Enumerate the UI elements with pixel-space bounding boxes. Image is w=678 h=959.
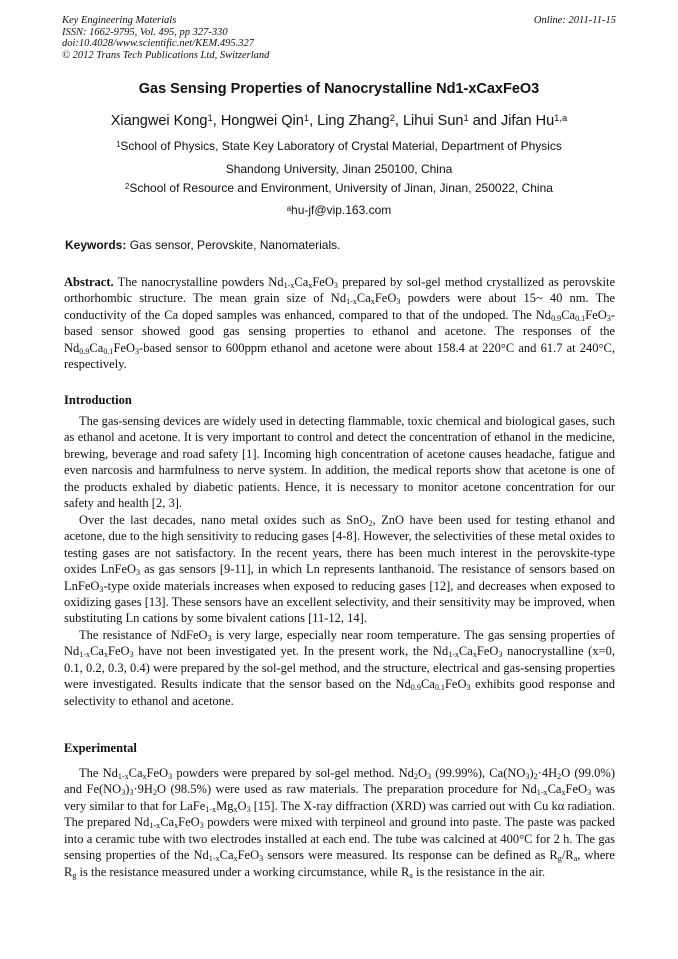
introduction-paragraph-2: Over the last decades, nano metal oxides such as SnO$_2$, ZnO have been used for testing ethanol and acetone, due to the high sensitivity to reducing gases [4-8]. However, the selectivities of these metal oxides to testing gases are not satisfactory. In the recent years, there has been much interest in the perovskite-type oxides LnFeO$_3$ as gas sensors [9-11], in which Ln represents lanthanoid. The resistance of sensors based on LnFeO$_3$-type oxide materials increases when exposed to reducing gases [12], and decreases when exposed to oxidizing gases [13]. These sensors have an excellent selectivity, and their sensitivity may be improved, when substituting Ln cations by some bivalent cations [11-12, 14]. bbox=[64, 512, 615, 626]
keywords-text: Gas sensor, Perovskite, Nanomaterials. bbox=[126, 238, 341, 252]
experimental-paragraph-1: The $Nd_{1-x}Ca_xFeO_3$ powders were prepared by sol-gel method. $Nd_2O_3$ (99.99%), $Ca(NO_3)_2\cdot 4H_2O$ (99.0%) and $Fe(NO_3)_3\cdot 9H_2O$ (98.5%) were used as raw materials. The preparation procedure for $Nd_{1-x}Ca_xFeO_3$ was very similar to that for $LaFe_{1-x}Mg_xO_3$ [15]. The X-ray diffraction (XRD) was carried out with Cu kα radiation. The prepared $Nd_{1-x}Ca_xFeO_3$ powders were mixed with terpineol and ground into paste. The paste was packed into a ceramic tube with two electrodes installed at each end. The tube was calcined at 400°C for 2 h. The gas sensing properties of the $Nd_{1-x}Ca_xFeO_3$ sensors were measured. Its response can be defined as $R_g/R_a$, where $R_g$ is the resistance measured under a working circumstance, while $R_a$ is the resistance in the air. bbox=[64, 766, 616, 880]
journal-header bbox=[62, 15, 616, 61]
author-email: $^a$hu-jf@vip.163.com bbox=[286, 203, 392, 217]
author-3: Ling Zhang$^2$, bbox=[317, 111, 403, 129]
introduction-paragraph-3: The resistance of NdFeO$_3$ is very large, especially near room temperature. The gas sensing properties of $Nd_{1-x}Ca_xFeO_3$ have not been investigated yet. In the present work, the $Nd_{1-x}Ca_xFeO_3$ nanocrystalline (x=0, 0.1, 0.2, 0.3, 0.4) were prepared by the sol-gel method, and the structure, electrical and gas-sensing properties were investigated. Results indicate that the sensor based on the $Nd_{0.9}Ca_{0.1}FeO_3$ exhibits good response and selectivity to ethanol and acetone. bbox=[64, 627, 616, 708]
introduction-body bbox=[64, 413, 615, 709]
online-date: Online: 2011-11-15 bbox=[533, 15, 616, 26]
affiliation-1-line-1: $^1$School of Physics, State Key Laboratory of Crystal Material, Department of Physics bbox=[116, 139, 562, 153]
abstract-text: The nanocrystalline powders $Nd_{1-x}Ca_xFeO_3$ prepared by sol-gel method crystallized as perovskite orthorhombic structure. The mean grain size of $Nd_{1-x}Ca_xFeO_3$ powders were about 15~ 40 nm. The conductivity of the Ca doped samples was enhanced, compared to that of the undoped. The $Nd_{0.9}Ca_{0.1}FeO_3$-based sensor showed good gas sensing properties to ethanol and acetone. The responses of the $Nd_{0.9}Ca_{0.1}FeO_3$-based sensor to 600ppm ethanol and acetone were about 158.4 at 220°C and 61.7 at 240°C, respectively. bbox=[64, 275, 616, 372]
abstract bbox=[64, 274, 615, 373]
author-1: Xiangwei Kong$^1$, bbox=[110, 111, 221, 129]
issn-line: ISSN: 1662-9795, Vol. 495, pp 327-330 bbox=[62, 26, 228, 38]
introduction-paragraph-1: The gas-sensing devices are widely used in detecting flammable, toxic chemical and biological gases, such as ethanol and acetone. It is very important to control and detect the concentration of ethanol in the medicine, brewing, beverage and road safety [1]. Incoming high concentration of acetone causes headache, fatigue and even narcosis and harmfulness to nerve system. In addition, the medical reports show that acetone is one of the products exhaled by diabetic patients. Hence, it is necessary to monitor acetone concentration for our safety and health [2, 3]. bbox=[64, 414, 615, 511]
affiliation-2: $^2$School of Resource and Environment, University of Jinan, Jinan, 250022, China bbox=[125, 181, 553, 195]
keywords-label: Keywords: bbox=[65, 238, 127, 252]
introduction-heading: Introduction bbox=[64, 393, 132, 407]
keywords bbox=[65, 238, 615, 252]
paper-title: Gas Sensing Properties of Nanocrystalline Nd1-xCaxFeO3 bbox=[138, 81, 540, 97]
doi-line: doi:10.4028/www.scientific.net/KEM.495.327 bbox=[62, 38, 254, 49]
author-list bbox=[0, 113, 678, 129]
author-2: Hongwei Qin$^1$, bbox=[220, 111, 318, 129]
abstract-label: Abstract. bbox=[64, 275, 114, 289]
affiliation-1-line-2: Shandong University, Jinan 250100, China bbox=[225, 162, 453, 176]
experimental-heading: Experimental bbox=[64, 741, 137, 755]
author-4: Lihui Sun$^1$ and bbox=[402, 111, 501, 129]
journal-name: Key Engineering Materials bbox=[62, 15, 177, 26]
author-5: Jifan Hu$^{1,a}$ bbox=[500, 111, 568, 129]
experimental-body bbox=[64, 765, 615, 880]
copyright-line: © 2012 Trans Tech Publications Ltd, Switzerland bbox=[62, 49, 270, 61]
